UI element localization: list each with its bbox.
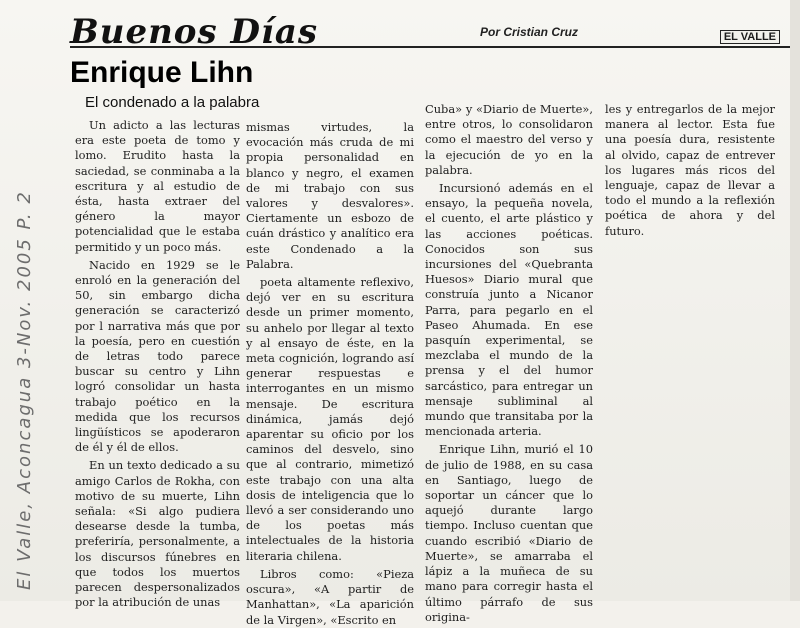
article-subheadline: El condenado a la palabra	[85, 94, 260, 111]
article-headline: Enrique Lihn	[70, 56, 254, 89]
article-column-2	[246, 120, 414, 627]
section-title: Buenos Días	[70, 12, 319, 52]
paragraph: Libros como: «Pieza oscura», «A partir de Manhattan», «La aparición de la Virgen», «Escrito en	[246, 566, 414, 627]
paragraph: Cuba» y «Diario de Muerte», entre otros, lo consolidaron como el maestro del verso y la ejecución de yo en la palabra.	[425, 102, 593, 177]
paragraph: Incursionó además en el ensayo, la pequeña novela, el cuento, el arte plástico y las acciones poéticas. Conocidos son sus incursiones del «Quebranta Huesos» Diario mural que construía junto a Nicanor Parra, para pegarlo en el Paseo Ahumada. En ese pasquín experimental, se mezclaba el mundo de la prensa y el del humor sarcástico, para entregar un mensaje subliminal al mundo que transitaba por la mencionada arteria.	[425, 181, 593, 439]
paragraph: En un texto dedicado a su amigo Carlos de Rokha, con motivo de su muerte, Lihn señala: «Si algo pudiera desearse desde la tumba, preferiría, personalmente, a los discursos fúnebres en que todos los muertos parecen despersonalizados por la atribución de unas	[75, 458, 240, 610]
byline: Por Cristian Cruz	[480, 25, 579, 39]
paragraph: mismas virtudes, la evocación más cruda de mi propia personalidad en blanco y negro, el examen de mi trabajo con sus valores y desvalores». Ciertamente un esbozo de cuán drástico y analítico era este Condenado a la Palabra.	[246, 120, 414, 271]
scan-edge	[790, 0, 800, 601]
paragraph: les y entregarlos de la mejor manera al lector. Esta fue una poesía dura, resistente al olvido, capaz de entrever los lugares más ricos del lenguaje, capaz de llevar a todo el mundo a la reflexión poética de ahora y del futuro.	[605, 102, 775, 238]
paragraph: Enrique Lihn, murió el 10 de julio de 1988, en su casa en Santiago, luego de soportar un cáncer que lo aquejó durante largo tiempo. Incluso cuentan que cuando escribió «Diario de Muerte», se amarraba el lápiz a la muñeca de su mano para corregir hasta el último párrafo de sus origina-	[425, 442, 593, 624]
masthead	[70, 8, 790, 52]
article-column-4	[605, 102, 775, 242]
paragraph: poeta altamente reflexivo, dejó ver en su escritura desde un primer momento, su anhelo por llegar al texto y al ensayo de éste, en la meta cognición, logrando así generar respuestas e interrogantes en un mismo mensaje. De escritura dinámica, jamás dejó aparentar su oficio por los caminos del desvelo, sino que al contrario, mimetizó este trabajo con una alta dosis de inteligencia que lo llevó a ser considerando uno de los poetas más intelectuales de la historia literaria chilena.	[246, 275, 414, 563]
article-column-1	[75, 118, 240, 610]
paragraph: Un adicto a las lecturas era este poeta de tomo y lomo. Erudito hasta la saciedad, se conminaba a la escritura y al estudio de ésta, hasta extraer del género la mayor potencialidad que le estaba permitido y un poco más.	[75, 118, 240, 254]
paragraph: Nacido en 1929 se le enroló en la generación del 50, sin embargo dicha generación se caracterizó por l narrativa más que por la poesía, pero en cuestión de letras todo parece buscar su centro y Lihn logró consolidar un hasta trabajo poético en la medida que los recursos lingüísticos se apoderaron de él y él de ellos.	[75, 257, 240, 455]
article-column-3	[425, 102, 593, 624]
handwritten-margin-note: El Valle, Aconcagua 3-Nov. 2005 P. 2	[14, 190, 35, 590]
newspaper-logo: EL VALLE	[720, 30, 780, 44]
